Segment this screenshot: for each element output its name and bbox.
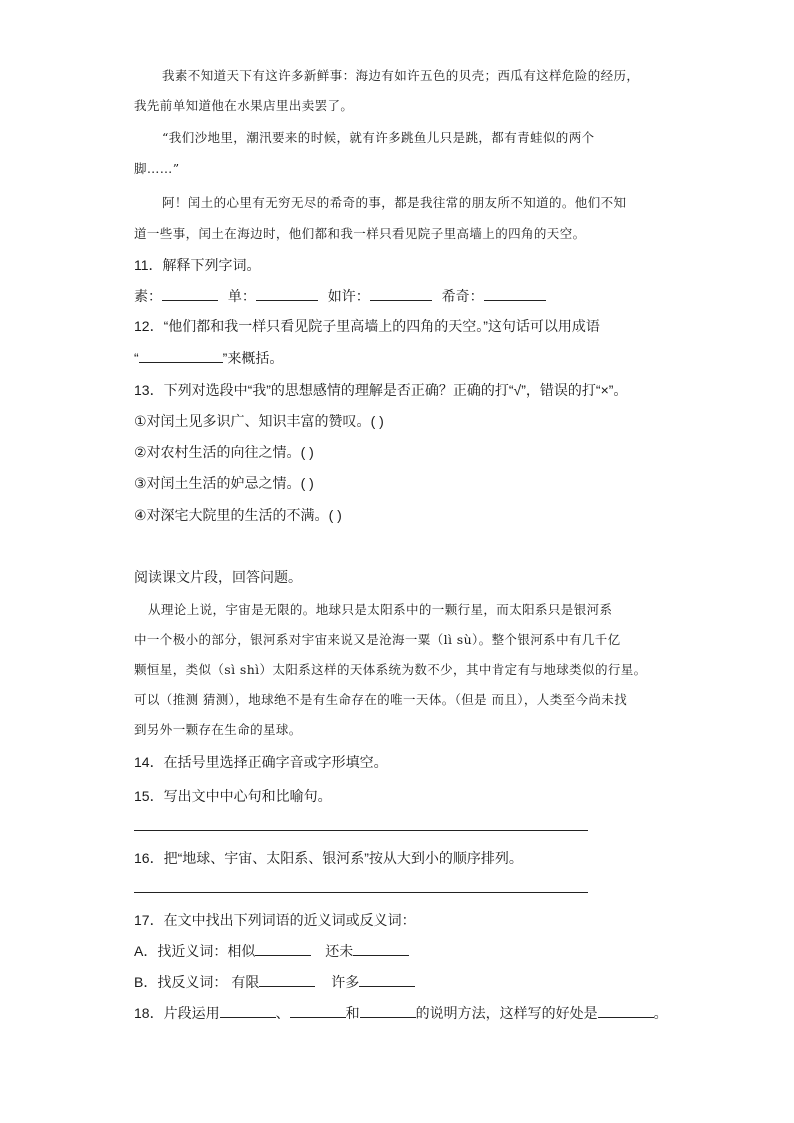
passage2-line: 到另外一颗存在生命的星球。 xyxy=(134,722,302,737)
idiom-blank[interactable] xyxy=(139,348,223,363)
answer-blank[interactable] xyxy=(484,286,546,301)
passage1-line: 脚……” xyxy=(134,161,180,176)
answer-line[interactable] xyxy=(134,830,588,831)
passage2-line: 从理论上说，宇宙是无限的。地球只是太阳系中的一颗行星，而太阳系只是银河系 xyxy=(148,602,613,617)
question-14: 14．在括号里选择正确字音或字形填空。 xyxy=(134,754,388,770)
q13-option xyxy=(134,411,384,431)
q18-sep: 、 xyxy=(275,1005,290,1021)
q13-option xyxy=(134,473,314,493)
synonym-label: A．找近义词： xyxy=(134,943,228,959)
passage1-line: “我们沙地里，潮汛要来的时候，就有许多跳鱼儿只是跳，都有青蛙似的两个 xyxy=(162,130,595,145)
answer-blank[interactable] xyxy=(220,1003,276,1018)
answer-blank[interactable] xyxy=(370,286,432,301)
passage2-line: 颗恒星，类似（sì shì）太阳系这样的天体系统为数不少，其中肯定有与地球类似的行星。 xyxy=(134,662,647,677)
answer-paren[interactable]: ( ) xyxy=(300,444,314,460)
passage1-line: 我先前单知道他在水果店里出卖罢了。 xyxy=(134,98,354,113)
answer-blank[interactable] xyxy=(162,286,218,301)
answer-blank[interactable] xyxy=(290,1003,346,1018)
answer-blank[interactable] xyxy=(259,972,315,987)
section-2-intro: 阅读课文片段，回答问题。 xyxy=(134,569,302,585)
question-17-title: 17．在文中找出下列词语的近义词或反义词： xyxy=(134,912,416,928)
question-15: 15．写出文中中心句和比喻句。 xyxy=(134,788,332,804)
answer-paren[interactable]: ( ) xyxy=(328,507,342,523)
answer-blank[interactable] xyxy=(256,286,318,301)
word: 许多 xyxy=(331,974,360,990)
passage1-line: 道一些事，闰土在海边时，他们都和我一样只看见院子里高墙上的四角的天空。 xyxy=(134,226,586,241)
answer-blank[interactable] xyxy=(598,1003,654,1018)
term-label: 希奇： xyxy=(441,288,484,304)
antonym-label: B．找反义词： xyxy=(134,974,228,990)
term-label: 素： xyxy=(134,288,162,304)
question-12-text: 12．“他们都和我一样只看见院子里高墙上的四角的天空。”这句话可以用成语 xyxy=(134,318,600,334)
q13-option xyxy=(134,505,342,525)
term-label: 单： xyxy=(227,288,256,304)
option-text: ①对闰土见多识广、知识丰富的赞叹。 xyxy=(134,413,371,429)
answer-blank[interactable] xyxy=(353,941,409,956)
answer-blank[interactable] xyxy=(255,941,311,956)
passage1-line: 我素不知道天下有这许多新鲜事：海边有如许五色的贝壳；西瓜有这样危险的经历， xyxy=(162,68,640,83)
option-text: ④对深宅大院里的生活的不满。 xyxy=(134,507,329,523)
passage1-line: 阿！闰土的心里有无穷无尽的希奇的事，都是我往常的朋友所不知道的。他们不知 xyxy=(162,195,627,210)
word: 有限 xyxy=(231,974,260,990)
term-label: 如许： xyxy=(327,288,370,304)
word: 相似 xyxy=(227,943,256,959)
close-text: ”来概括。 xyxy=(222,350,284,366)
question-11-items xyxy=(134,286,546,306)
q18-text: 的说明方法，这样写的好处是 xyxy=(415,1005,598,1021)
question-18 xyxy=(134,1003,668,1023)
answer-paren[interactable]: ( ) xyxy=(370,413,384,429)
word: 还未 xyxy=(325,943,354,959)
passage2-line: 可以（推测 猜测），地球绝不是有生命存在的唯一天体。（但是 而且），人类至今尚未找 xyxy=(134,692,628,707)
answer-line[interactable] xyxy=(134,892,588,893)
q17-antonyms xyxy=(134,972,415,992)
q18-text: 和 xyxy=(345,1005,360,1021)
option-text: ②对农村生活的向往之情。 xyxy=(134,444,301,460)
q18-text: 18．片段运用 xyxy=(134,1005,220,1021)
answer-blank[interactable] xyxy=(360,1003,416,1018)
passage2-line: 中一个极小的部分，银河系对宇宙来说又是沧海一粟（lì sù）。整个银河系中有几千亿 xyxy=(134,632,621,647)
open-quote: “ xyxy=(134,350,139,366)
q17-synonyms xyxy=(134,941,409,961)
question-11-title: 11．解释下列字词。 xyxy=(134,257,261,273)
option-text: ③对闰土生活的妒忌之情。 xyxy=(134,475,301,491)
question-16: 16．把“地球、宇宙、太阳系、银河系”按从大到小的顺序排列。 xyxy=(134,850,523,866)
q18-end: 。 xyxy=(653,1005,668,1021)
q13-option xyxy=(134,442,314,462)
question-13-title: 13．下列对选段中“我”的思想感情的理解是否正确？正确的打“√”，错误的打“×”。 xyxy=(134,382,628,398)
question-12-answer-line xyxy=(134,348,283,368)
answer-blank[interactable] xyxy=(359,972,415,987)
answer-paren[interactable]: ( ) xyxy=(300,475,314,491)
